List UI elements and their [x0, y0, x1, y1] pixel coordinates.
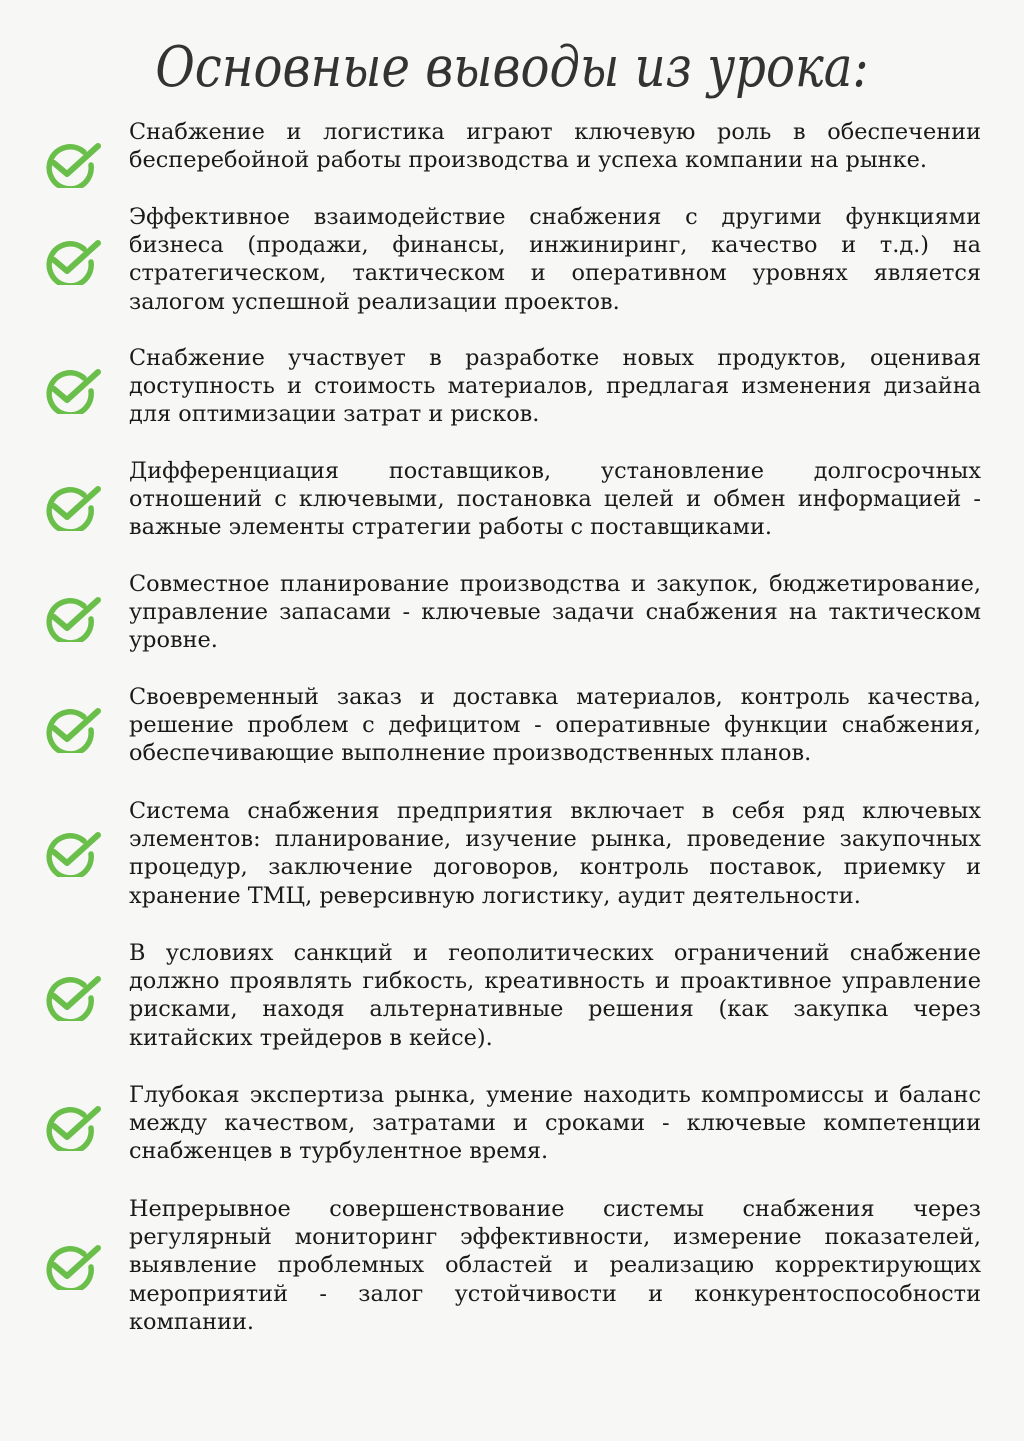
- item-text: Дифференциация поставщиков, установление долгосрочных отношений с ключевыми, постановка целей и обмен информацией - важные элементы стратегии работы с поставщиками.: [129, 458, 981, 541]
- check-circle-icon: [40, 235, 102, 285]
- item-text: Своевременный заказ и доставка материалов, контроль качества, решение проблем с дефицитом - оперативные функции снабжения, обеспечивающие выполнение производственных планов.: [129, 684, 981, 767]
- check-circle-icon: [40, 971, 102, 1021]
- item-text: Совместное планирование производства и закупок, бюджетирование, управление запасами - ключевые задачи снабжения на тактическом уровне.: [129, 571, 981, 654]
- check-circle-icon: [40, 1101, 102, 1151]
- check-circle-icon: [40, 364, 102, 414]
- check-circle-icon: [40, 1240, 102, 1290]
- check-circle-icon: [40, 138, 102, 188]
- check-circle-icon: [40, 592, 102, 642]
- item-text: Снабжение и логистика играют ключевую роль в обеспечении бесперебойной работы производства и успеха компании на рынке.: [129, 119, 981, 174]
- check-circle-icon: [40, 827, 102, 877]
- item-text: Система снабжения предприятия включает в себя ряд ключевых элементов: планирование, изучение рынка, проведение закупочных процедур, заключение договоров, контроль поставок, приемку и хранение ТМЦ, реверсивную логистику, аудит деятельности.: [129, 798, 981, 909]
- item-text: Непрерывное совершенствование системы снабжения через регулярный мониторинг эффективности, измерение показателей, выявление проблемных областей и реализацию корректирующих мероприятий - залог устойчивости и конкурентоспособности компании.: [129, 1196, 981, 1335]
- item-text: Глубокая экспертиза рынка, умение находить компромиссы и баланс между качеством, затратами и сроками - ключевые компетенции снабженцев в турбулентное время.: [129, 1082, 981, 1165]
- check-circle-icon: [40, 703, 102, 753]
- check-circle-icon: [40, 481, 102, 531]
- page-title: Основные выводы из урока:: [155, 35, 869, 100]
- item-text: Снабжение участвует в разработке новых продуктов, оценивая доступность и стоимость материалов, предлагая изменения дизайна для оптимизации затрат и рисков.: [129, 345, 981, 428]
- item-text: В условиях санкций и геополитических ограничений снабжение должно проявлять гибкость, креативность и проактивное управление рисками, находя альтернативные решения (как закупка через китайских трейдеров в кейсе).: [129, 940, 981, 1051]
- item-text: Эффективное взаимодействие снабжения с другими функциями бизнеса (продажи, финансы, инжиниринг, качество и т.д.) на стратегическом, тактическом и оперативном уровнях является залогом успешной реализации проектов.: [129, 204, 981, 315]
